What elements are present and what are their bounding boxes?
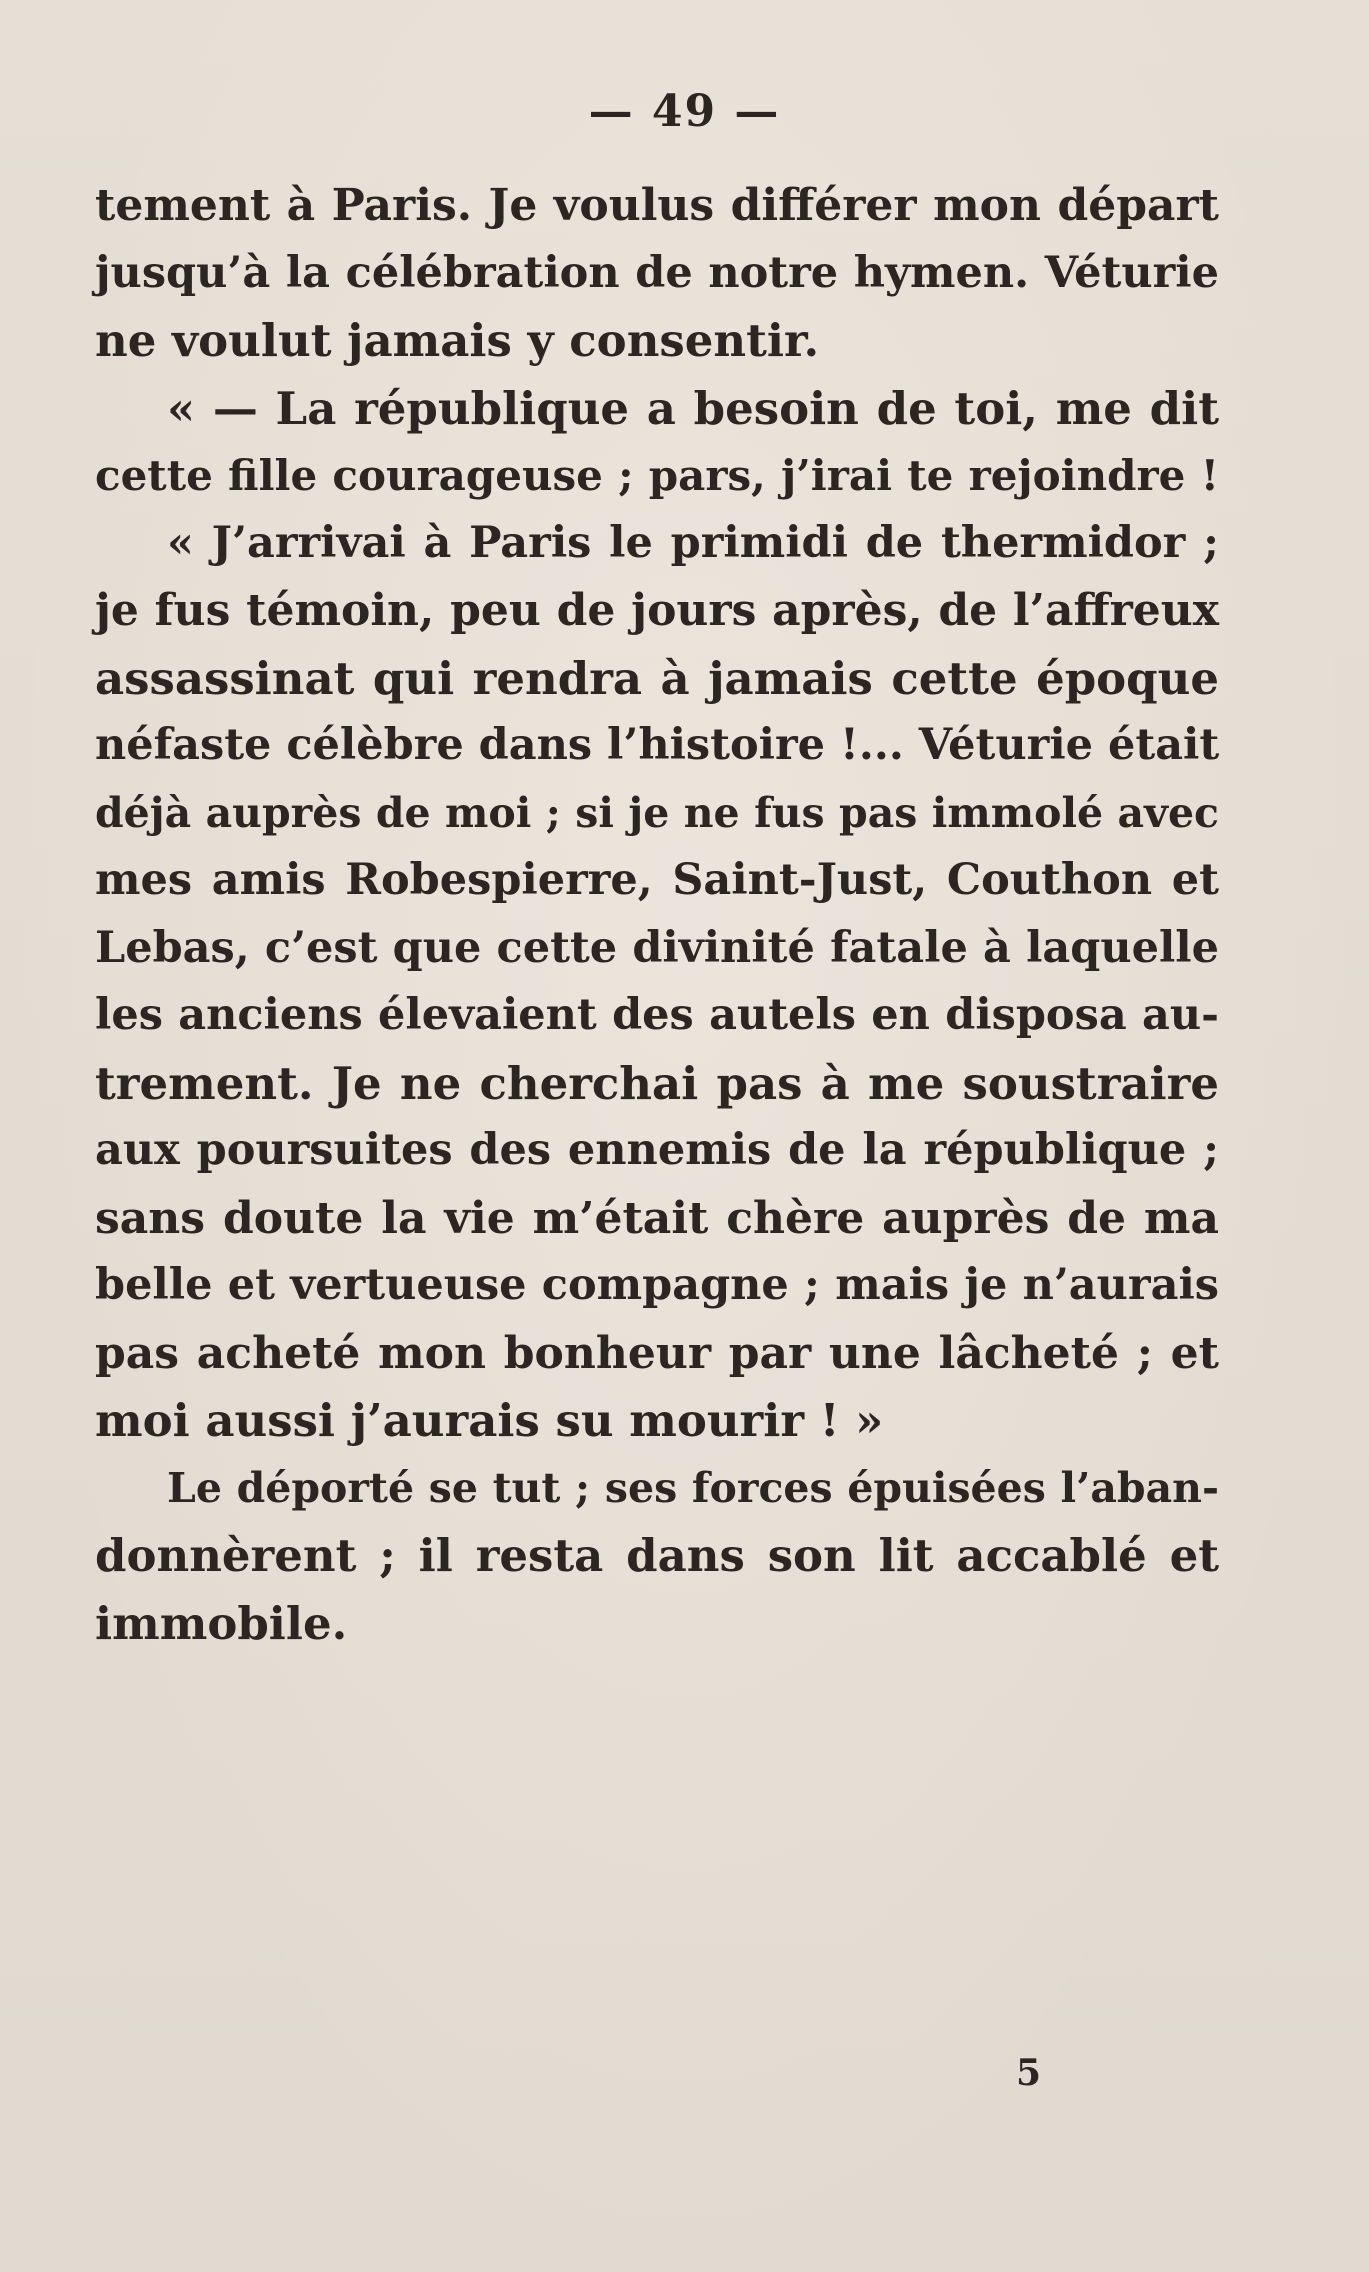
text-line: belle et vertueuse compagne ; mais je n’aurais <box>95 1260 1219 1310</box>
text-line: « J’arrivai à Paris le primidi de thermidor ; <box>167 517 1219 568</box>
text-line: tement à Paris. Je voulus différer mon départ <box>95 180 1219 231</box>
text-line: Le déporté se tut ; ses forces épuisées l’aban- <box>167 1463 1219 1512</box>
text-line: moi aussi j’aurais su mourir ! » <box>95 1394 884 1447</box>
text-line: aux poursuites des ennemis de la république ; <box>95 1125 1219 1175</box>
text-line: cette fille courageuse ; pars, j’irai te rejoindre ! <box>95 451 1219 500</box>
text-line: immobile. <box>95 1596 348 1650</box>
text-line: pas acheté mon bonheur par une lâcheté ; et <box>95 1327 1219 1379</box>
text-line: sans doute la vie m’était chère auprès de ma <box>95 1192 1219 1244</box>
text-line: trement. Je ne cherchai pas à me soustraire <box>95 1056 1219 1110</box>
text-line: jusqu’à la célébration de notre hymen. Véturie <box>95 247 1219 298</box>
text-line: je fus témoin, peu de jours après, de l’affreux <box>95 585 1219 636</box>
text-line: néfaste célèbre dans l’histoire !... Véturie était <box>95 720 1220 770</box>
text-line: Lebas, c’est que cette divinité fatale à laquelle <box>95 922 1219 973</box>
signature-mark: 5 <box>1016 2052 1042 2094</box>
text-line: les anciens élevaient des autels en disposa au- <box>95 990 1219 1040</box>
text-line: assassinat qui rendra à jamais cette époque <box>95 651 1219 705</box>
body-text <box>95 172 1219 1657</box>
text-line: mes amis Robespierre, Saint-Just, Couthon et <box>95 855 1219 905</box>
text-line: « — La république a besoin de toi, me dit <box>167 381 1219 435</box>
page-number: — 49 — <box>588 86 781 137</box>
text-line: déjà auprès de moi ; si je ne fus pas immolé avec <box>95 788 1219 837</box>
text-line: ne voulut jamais y consentir. <box>95 314 820 367</box>
text-line: donnèrent ; il resta dans son lit accablé et <box>95 1529 1219 1582</box>
